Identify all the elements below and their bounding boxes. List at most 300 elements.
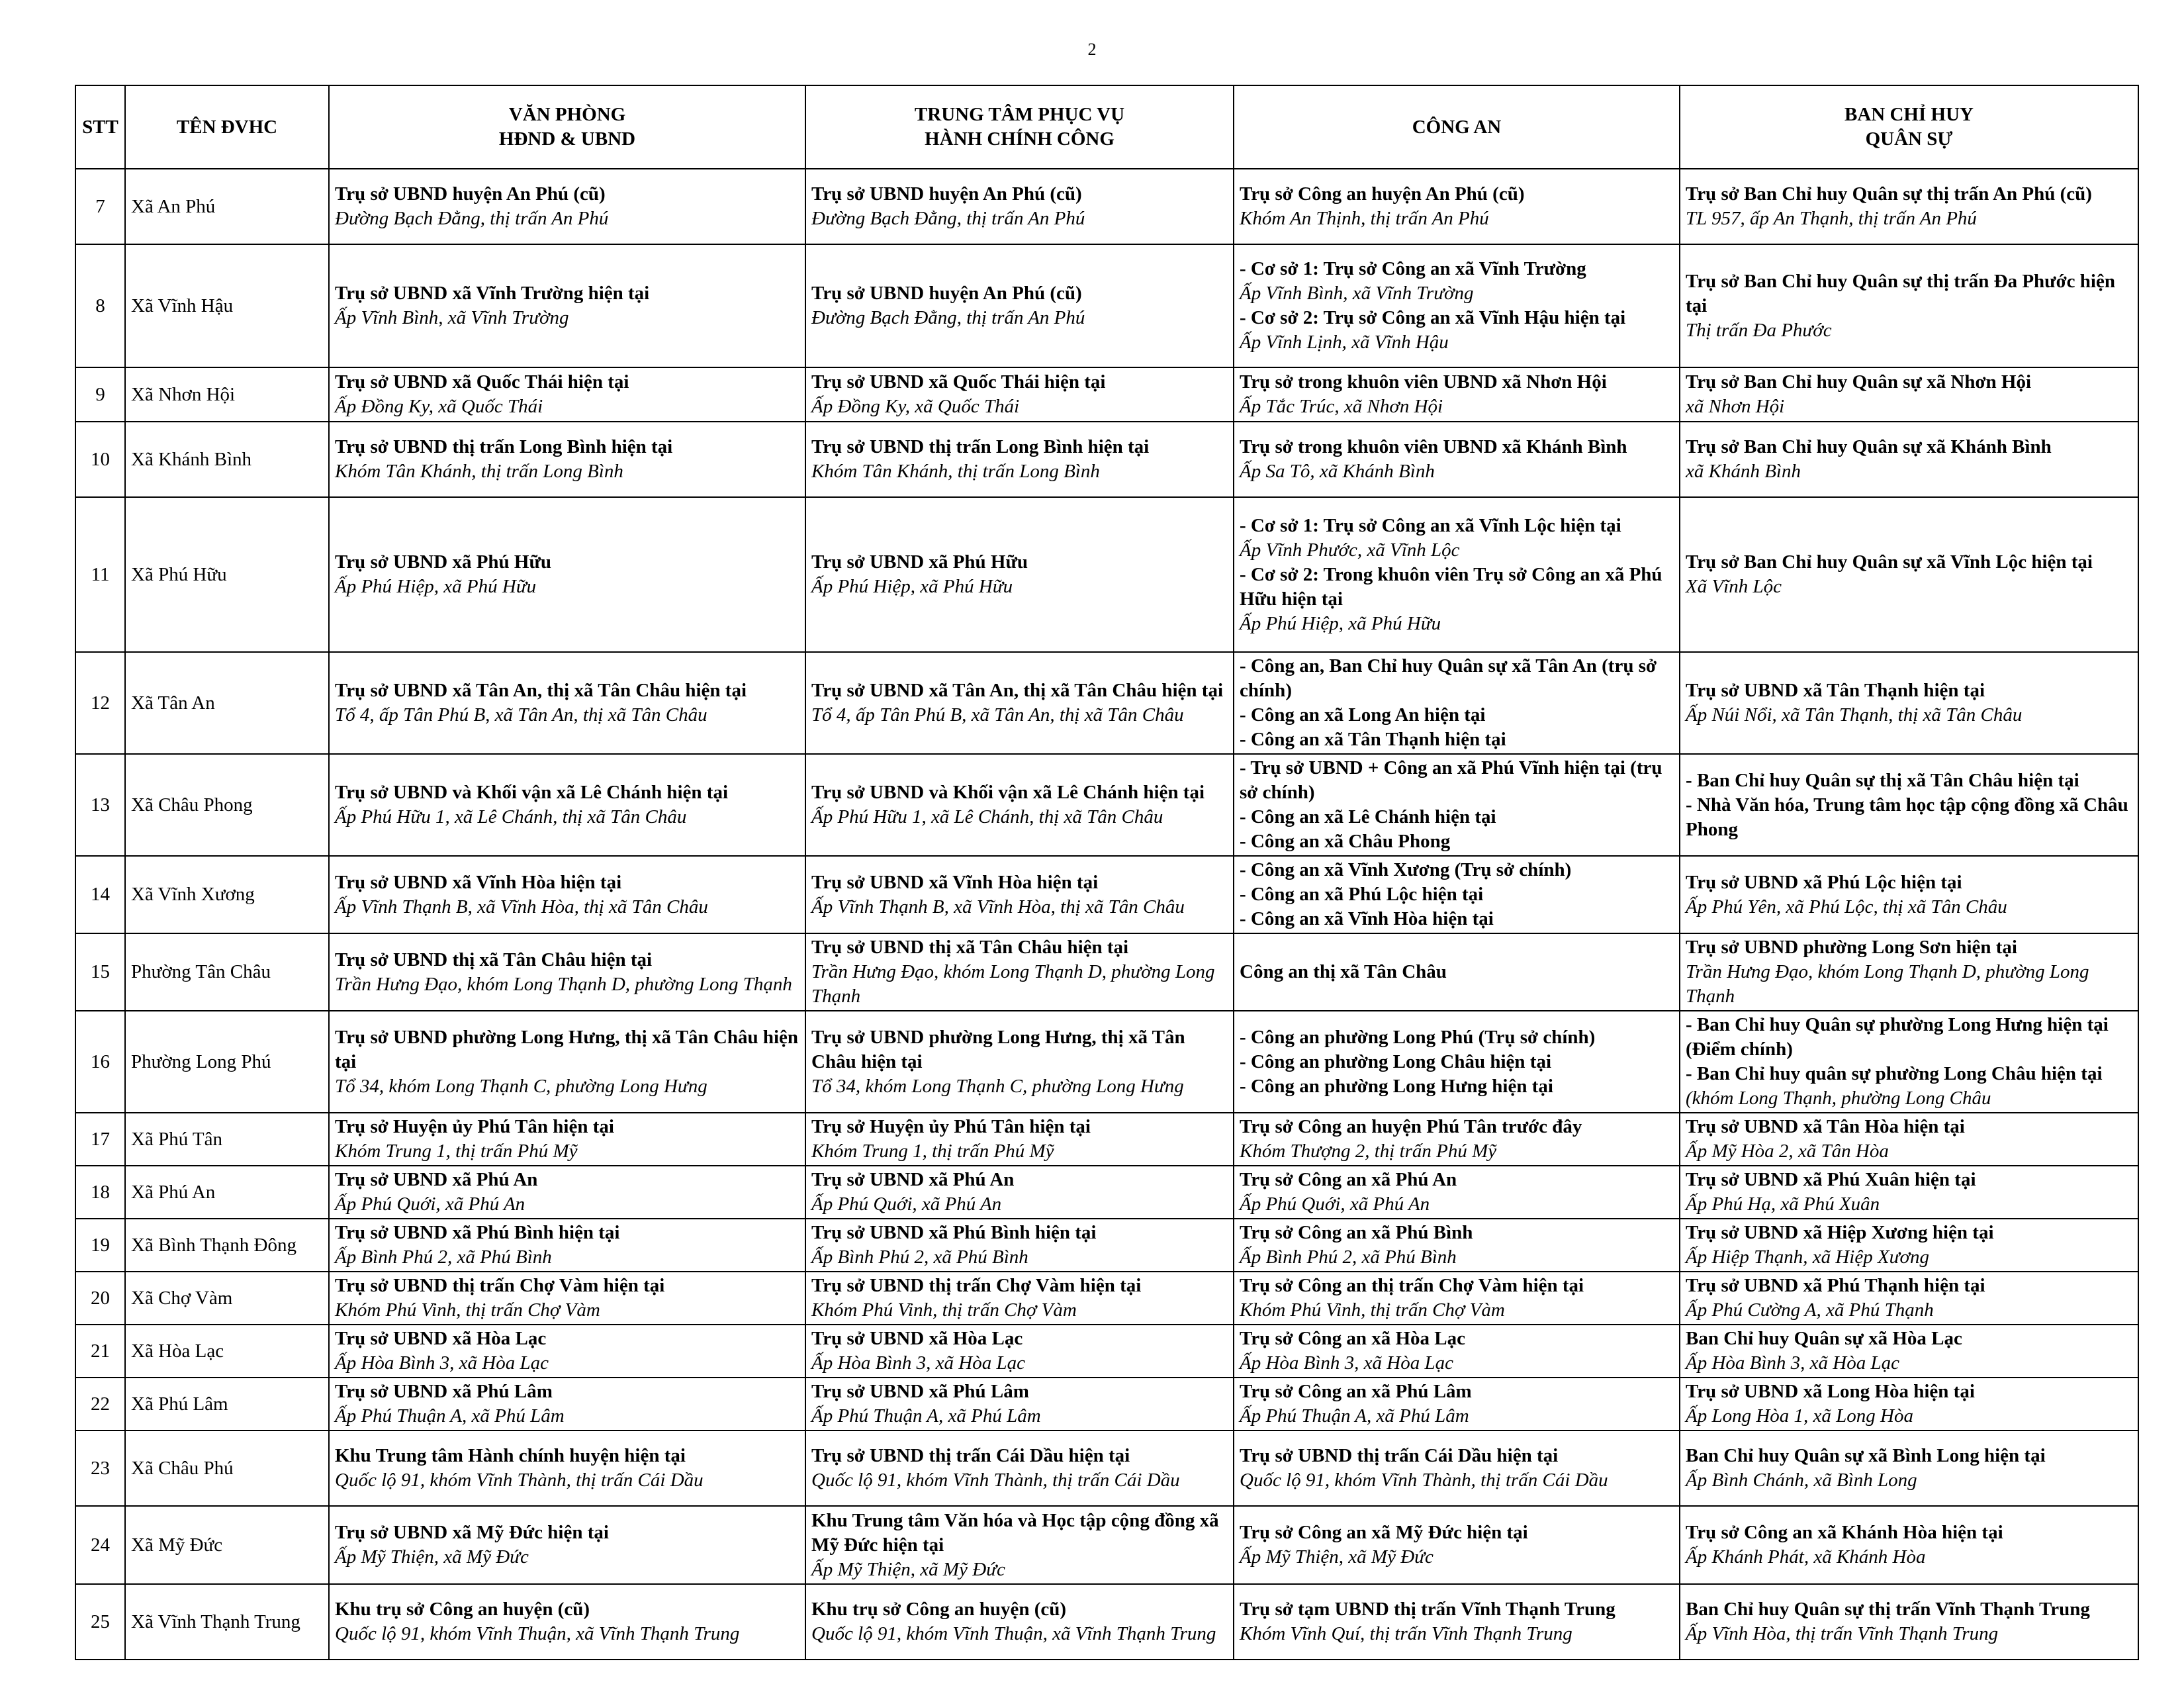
unit-name-cell: Xã Phú Hữu [125, 497, 329, 652]
unit-name-cell: Xã Phú Lâm [125, 1378, 329, 1430]
table-row [75, 652, 2138, 754]
cong-an-cell [1234, 754, 1680, 856]
location-line: Trụ sở trong khuôn viên UBND xã Nhơn Hội [1240, 371, 1607, 393]
location-line: Trụ sở UBND xã Quốc Thái hiện tại [811, 371, 1106, 393]
quan-su-cell [1680, 1430, 2138, 1506]
address-line: Ấp Vĩnh Bình, xã Vĩnh Trường [335, 307, 569, 328]
address-line: Ấp Phú Hiệp, xã Phú Hữu [1240, 612, 1441, 634]
location-line: Trụ sở UBND thị trấn Chợ Vàm hiện tại [811, 1275, 1142, 1296]
location-line: - Công an xã Tân Thạnh hiện tại [1240, 729, 1506, 750]
location-line: Trụ sở UBND xã Phú Lộc hiện tại [1686, 871, 1962, 893]
address-line: Ấp Phú Quới, xã Phú An [811, 1194, 1002, 1215]
table-row [75, 1378, 2138, 1430]
van-phong-cell [329, 244, 805, 367]
location-line: Trụ sở UBND xã Phú Thạnh hiện tại [1686, 1275, 1985, 1296]
address-line: Quốc lộ 91, khóm Vĩnh Thành, thị trấn Cái Dầu [1240, 1470, 1608, 1491]
trung-tam-cell [805, 1166, 1234, 1219]
location-line: - Công an phường Long Hưng hiện tại [1240, 1075, 1553, 1097]
trung-tam-cell [805, 1584, 1234, 1660]
table-row [75, 1219, 2138, 1272]
address-line: Khóm Tân Khánh, thị trấn Long Bình [335, 461, 623, 482]
address-line: Ấp Phú Hiệp, xã Phú Hữu [335, 576, 537, 597]
address-line: Ấp Bình Phú 2, xã Phú Bình [811, 1246, 1028, 1268]
quan-su-cell [1680, 169, 2138, 244]
van-phong-cell [329, 497, 805, 652]
location-line: Trụ sở UBND xã Phú An [335, 1169, 538, 1190]
address-line: Ấp Bình Chánh, xã Bình Long [1686, 1470, 1917, 1491]
location-line: - Ban Chỉ huy Quân sự thị xã Tân Châu hiện tại [1686, 769, 2079, 791]
unit-name-cell: Xã Bình Thạnh Đông [125, 1219, 329, 1272]
stt-cell: 12 [75, 652, 125, 754]
table-row [75, 244, 2138, 367]
stt-cell: 8 [75, 244, 125, 367]
address-line: Ấp Vĩnh Thạnh B, xã Vĩnh Hòa, thị xã Tân Châu [811, 896, 1185, 917]
van-phong-cell [329, 1166, 805, 1219]
address-line: Ấp Hòa Bình 3, xã Hòa Lạc [335, 1352, 549, 1374]
location-line: Trụ sở Ban Chỉ huy Quân sự xã Nhơn Hội [1686, 371, 2032, 393]
address-line: Ấp Phú Hữu 1, xã Lê Chánh, thị xã Tân Châu [811, 806, 1163, 827]
unit-name-cell: Xã Vĩnh Xương [125, 856, 329, 933]
location-line: Ban Chỉ huy Quân sự xã Hòa Lạc [1686, 1328, 1962, 1349]
location-line: Trụ sở UBND và Khối vận xã Lê Chánh hiện tại [811, 782, 1205, 803]
location-line: - Cơ sở 1: Trụ sở Công an xã Vĩnh Lộc hiện tại [1240, 514, 1621, 536]
quan-su-cell [1680, 1378, 2138, 1430]
trung-tam-cell [805, 754, 1234, 856]
cong-an-cell [1234, 652, 1680, 754]
location-line: Trụ sở UBND xã Phú Bình hiện tại [335, 1222, 620, 1243]
address-line: xã Khánh Bình [1686, 461, 1801, 482]
location-line: Trụ sở UBND xã Phú Lâm [811, 1381, 1029, 1402]
table-row [75, 1166, 2138, 1219]
location-line: Trụ sở UBND xã Phú Lâm [335, 1381, 553, 1402]
van-phong-cell [329, 856, 805, 933]
location-line: Trụ sở Công an xã Khánh Hòa hiện tại [1686, 1522, 2003, 1543]
header-quan-su: BAN CHỈ HUY QUÂN SỰ [1680, 85, 2138, 169]
stt-cell: 23 [75, 1430, 125, 1506]
van-phong-cell [329, 1219, 805, 1272]
trung-tam-cell [805, 1272, 1234, 1325]
unit-name-cell: Phường Long Phú [125, 1011, 329, 1113]
address-line: Quốc lộ 91, khóm Vĩnh Thuận, xã Vĩnh Thạnh Trung [811, 1623, 1216, 1644]
table-row [75, 1430, 2138, 1506]
trung-tam-cell [805, 169, 1234, 244]
unit-name-cell: Xã Vĩnh Hậu [125, 244, 329, 367]
cong-an-cell [1234, 1011, 1680, 1113]
address-line: xã Nhơn Hội [1686, 396, 1785, 417]
location-line: Ban Chỉ huy Quân sự xã Bình Long hiện tại [1686, 1445, 2046, 1466]
cong-an-cell [1234, 244, 1680, 367]
address-line: Trần Hưng Đạo, khóm Long Thạnh D, phường Long Thạnh [1686, 961, 2089, 1007]
van-phong-cell [329, 1011, 805, 1113]
offices-table [75, 85, 2139, 1660]
cong-an-cell [1234, 367, 1680, 422]
table-row [75, 422, 2138, 497]
trung-tam-cell [805, 933, 1234, 1011]
location-line: Trụ sở Ban Chỉ huy Quân sự xã Vĩnh Lộc hiện tại [1686, 551, 2093, 573]
address-line: Ấp Núi Nổi, xã Tân Thạnh, thị xã Tân Châu [1686, 704, 2023, 726]
van-phong-cell [329, 933, 805, 1011]
location-line: - Công an phường Long Châu hiện tại [1240, 1051, 1552, 1072]
cong-an-cell [1234, 856, 1680, 933]
address-line: Khóm An Thịnh, thị trấn An Phú [1240, 208, 1489, 229]
address-line: Khóm Phú Vinh, thị trấn Chợ Vàm [335, 1299, 600, 1321]
address-line: Ấp Vĩnh Hòa, thị trấn Vĩnh Thạnh Trung [1686, 1623, 1999, 1644]
location-line: Trụ sở trong khuôn viên UBND xã Khánh Bình [1240, 436, 1627, 457]
van-phong-cell [329, 1430, 805, 1506]
cong-an-cell [1234, 1584, 1680, 1660]
location-line: - Cơ sở 2: Trong khuôn viên Trụ sở Công an xã Phú Hữu hiện tại [1240, 563, 1662, 610]
address-line: Ấp Tắc Trúc, xã Nhơn Hội [1240, 396, 1443, 417]
stt-cell: 20 [75, 1272, 125, 1325]
quan-su-cell [1680, 244, 2138, 367]
van-phong-cell [329, 754, 805, 856]
quan-su-cell [1680, 1506, 2138, 1584]
table-row [75, 1325, 2138, 1378]
address-line: Ấp Phú Cường A, xã Phú Thạnh [1686, 1299, 1934, 1321]
address-line: Ấp Khánh Phát, xã Khánh Hòa [1686, 1546, 1926, 1568]
location-line: Trụ sở Công an xã Phú Bình [1240, 1222, 1473, 1243]
table-row [75, 1011, 2138, 1113]
location-line: - Công an xã Vĩnh Hòa hiện tại [1240, 908, 1494, 929]
stt-cell: 16 [75, 1011, 125, 1113]
unit-name-cell: Xã Tân An [125, 652, 329, 754]
cong-an-cell [1234, 1166, 1680, 1219]
location-line: Trụ sở UBND thị trấn Long Bình hiện tại [811, 436, 1150, 457]
stt-cell: 18 [75, 1166, 125, 1219]
location-line: Trụ sở Công an xã Phú An [1240, 1169, 1457, 1190]
location-line: Trụ sở Công an huyện Phú Tân trước đây [1240, 1116, 1582, 1137]
trung-tam-cell [805, 1430, 1234, 1506]
location-line: - Cơ sở 1: Trụ sở Công an xã Vĩnh Trường [1240, 258, 1586, 279]
table-row [75, 497, 2138, 652]
stt-cell: 17 [75, 1113, 125, 1166]
quan-su-cell [1680, 497, 2138, 652]
table-row [75, 1506, 2138, 1584]
table-row [75, 856, 2138, 933]
cong-an-cell [1234, 1430, 1680, 1506]
address-line: Ấp Bình Phú 2, xã Phú Bình [1240, 1246, 1457, 1268]
location-line: Trụ sở UBND xã Tân An, thị xã Tân Châu hiện tại [811, 680, 1224, 701]
table-row [75, 1113, 2138, 1166]
location-line: Trụ sở Huyện ủy Phú Tân hiện tại [811, 1116, 1091, 1137]
location-line: - Công an xã Lê Chánh hiện tại [1240, 806, 1496, 827]
location-line: Trụ sở UBND thị trấn Chợ Vàm hiện tại [335, 1275, 665, 1296]
address-line: Ấp Sa Tô, xã Khánh Bình [1240, 461, 1435, 482]
location-line: - Công an xã Phú Lộc hiện tại [1240, 884, 1484, 905]
address-line: Ấp Mỹ Thiện, xã Mỹ Đức [1240, 1546, 1433, 1568]
location-line: Công an thị xã Tân Châu [1240, 961, 1447, 982]
location-line: Trụ sở Công an huyện An Phú (cũ) [1240, 183, 1525, 205]
trung-tam-cell [805, 856, 1234, 933]
address-line: Trần Hưng Đạo, khóm Long Thạnh D, phường Long Thạnh [335, 973, 792, 995]
address-line: Trần Hưng Đạo, khóm Long Thạnh D, phường Long Thạnh [811, 961, 1215, 1007]
trung-tam-cell [805, 1378, 1234, 1430]
van-phong-cell [329, 652, 805, 754]
quan-su-cell [1680, 1011, 2138, 1113]
address-line: Ấp Hiệp Thạnh, xã Hiệp Xương [1686, 1246, 1929, 1268]
table-row [75, 1272, 2138, 1325]
cong-an-cell [1234, 1378, 1680, 1430]
stt-cell: 21 [75, 1325, 125, 1378]
page-number: 2 [1087, 40, 1097, 59]
quan-su-cell [1680, 933, 2138, 1011]
unit-name-cell: Xã Vĩnh Thạnh Trung [125, 1584, 329, 1660]
location-line: Trụ sở Công an thị trấn Chợ Vàm hiện tại [1240, 1275, 1584, 1296]
van-phong-cell [329, 1325, 805, 1378]
unit-name-cell: Xã Mỹ Đức [125, 1506, 329, 1584]
unit-name-cell: Xã Phú Tân [125, 1113, 329, 1166]
quan-su-cell [1680, 1219, 2138, 1272]
address-line: Ấp Hòa Bình 3, xã Hòa Lạc [1240, 1352, 1453, 1374]
header-stt: STT [75, 85, 125, 169]
location-line: Trụ sở UBND và Khối vận xã Lê Chánh hiện tại [335, 782, 729, 803]
quan-su-cell [1680, 1113, 2138, 1166]
address-line: Đường Bạch Đằng, thị trấn An Phú [811, 208, 1085, 229]
quan-su-cell [1680, 422, 2138, 497]
unit-name-cell: Xã An Phú [125, 169, 329, 244]
trung-tam-cell [805, 244, 1234, 367]
stt-cell: 7 [75, 169, 125, 244]
location-line: Trụ sở UBND phường Long Hưng, thị xã Tân Châu hiện tại [335, 1026, 799, 1072]
location-line: Trụ sở UBND huyện An Phú (cũ) [335, 183, 606, 205]
table-row [75, 754, 2138, 856]
unit-name-cell: Xã Châu Phú [125, 1430, 329, 1506]
quan-su-cell [1680, 367, 2138, 422]
location-line: Trụ sở UBND thị trấn Long Bình hiện tại [335, 436, 673, 457]
address-line: Thị trấn Đa Phước [1686, 319, 1832, 341]
location-line: Trụ sở UBND phường Long Sơn hiện tại [1686, 937, 2017, 958]
address-line: Khóm Tân Khánh, thị trấn Long Bình [811, 461, 1100, 482]
address-line: Ấp Phú Thuận A, xã Phú Lâm [1240, 1405, 1469, 1427]
location-line: Trụ sở UBND xã Tân Hòa hiện tại [1686, 1116, 1965, 1137]
header-ten-dvhc: TÊN ĐVHC [125, 85, 329, 169]
cong-an-cell [1234, 1272, 1680, 1325]
header-row [75, 85, 2138, 169]
location-line: - Ban Chỉ huy quân sự phường Long Châu hiện tại [1686, 1063, 2103, 1084]
location-line: Trụ sở UBND huyện An Phú (cũ) [811, 283, 1082, 304]
location-line: - Công an xã Châu Phong [1240, 831, 1451, 852]
trung-tam-cell [805, 1113, 1234, 1166]
address-line: Ấp Mỹ Thiện, xã Mỹ Đức [811, 1558, 1005, 1580]
location-line: Trụ sở UBND xã Long Hòa hiện tại [1686, 1381, 1975, 1402]
van-phong-cell [329, 1272, 805, 1325]
location-line: Trụ sở tạm UBND thị trấn Vĩnh Thạnh Trung [1240, 1599, 1615, 1620]
unit-name-cell: Xã Phú An [125, 1166, 329, 1219]
stt-cell: 24 [75, 1506, 125, 1584]
location-line: Trụ sở UBND xã Hòa Lạc [811, 1328, 1023, 1349]
address-line: TL 957, ấp An Thạnh, thị trấn An Phú [1686, 208, 1977, 229]
address-line: Tổ 4, ấp Tân Phú B, xã Tân An, thị xã Tân Châu [811, 704, 1184, 726]
quan-su-cell [1680, 1584, 2138, 1660]
address-line: Ấp Vĩnh Phước, xã Vĩnh Lộc [1240, 539, 1460, 561]
quan-su-cell [1680, 652, 2138, 754]
location-line: Trụ sở UBND xã Phú Hữu [335, 551, 552, 573]
location-line: Trụ sở UBND thị trấn Cái Dầu hiện tại [1240, 1445, 1559, 1466]
van-phong-cell [329, 1378, 805, 1430]
van-phong-cell [329, 1113, 805, 1166]
trung-tam-cell [805, 422, 1234, 497]
stt-cell: 10 [75, 422, 125, 497]
location-line: - Trụ sở UBND + Công an xã Phú Vĩnh hiện tại (trụ sở chính) [1240, 757, 1662, 803]
trung-tam-cell [805, 367, 1234, 422]
address-line: Khóm Phú Vinh, thị trấn Chợ Vàm [811, 1299, 1077, 1321]
location-line: Khu Trung tâm Hành chính huyện hiện tại [335, 1445, 686, 1466]
stt-cell: 19 [75, 1219, 125, 1272]
unit-name-cell: Xã Nhơn Hội [125, 367, 329, 422]
table-body [75, 169, 2138, 1660]
unit-name-cell: Xã Chợ Vàm [125, 1272, 329, 1325]
location-line: Trụ sở UBND xã Mỹ Đức hiện tại [335, 1522, 609, 1543]
quan-su-cell [1680, 856, 2138, 933]
location-line: Trụ sở UBND thị xã Tân Châu hiện tại [811, 937, 1129, 958]
address-line: Khóm Thượng 2, thị trấn Phú Mỹ [1240, 1141, 1497, 1162]
trung-tam-cell [805, 1506, 1234, 1584]
trung-tam-cell [805, 1219, 1234, 1272]
address-line: Tổ 34, khóm Long Thạnh C, phường Long Hưng [811, 1075, 1184, 1097]
location-line: - Công an xã Vĩnh Xương (Trụ sở chính) [1240, 859, 1572, 880]
quan-su-cell [1680, 1166, 2138, 1219]
unit-name-cell: Xã Hòa Lạc [125, 1325, 329, 1378]
van-phong-cell [329, 1506, 805, 1584]
location-line: Trụ sở Huyện ủy Phú Tân hiện tại [335, 1116, 614, 1137]
quan-su-cell [1680, 1325, 2138, 1378]
location-line: Trụ sở UBND xã Vĩnh Hòa hiện tại [335, 871, 622, 893]
table-row [75, 169, 2138, 244]
trung-tam-cell [805, 1325, 1234, 1378]
location-line: Trụ sở UBND xã Quốc Thái hiện tại [335, 371, 629, 393]
van-phong-cell [329, 367, 805, 422]
location-line: Khu trụ sở Công an huyện (cũ) [335, 1599, 590, 1620]
location-line: Trụ sở Công an xã Mỹ Đức hiện tại [1240, 1522, 1528, 1543]
address-line: Ấp Đồng Ky, xã Quốc Thái [811, 396, 1020, 417]
stt-cell: 13 [75, 754, 125, 856]
address-line: Khóm Trung 1, thị trấn Phú Mỹ [335, 1141, 578, 1162]
address-line: Ấp Vĩnh Thạnh B, xã Vĩnh Hòa, thị xã Tân Châu [335, 896, 708, 917]
location-line: Trụ sở UBND thị trấn Cái Dầu hiện tại [811, 1445, 1130, 1466]
location-line: Khu Trung tâm Văn hóa và Học tập cộng đồng xã Mỹ Đức hiện tại [811, 1509, 1219, 1556]
cong-an-cell [1234, 169, 1680, 244]
van-phong-cell [329, 169, 805, 244]
header-trung-tam: TRUNG TÂM PHỤC VỤ HÀNH CHÍNH CÔNG [805, 85, 1234, 169]
address-line: Ấp Mỹ Thiện, xã Mỹ Đức [335, 1546, 529, 1568]
location-line: Trụ sở UBND xã Vĩnh Trường hiện tại [335, 283, 650, 304]
address-line: Ấp Hòa Bình 3, xã Hòa Lạc [811, 1352, 1025, 1374]
address-line: Tổ 34, khóm Long Thạnh C, phường Long Hưng [335, 1075, 707, 1097]
address-line: Đường Bạch Đằng, thị trấn An Phú [335, 208, 609, 229]
stt-cell: 22 [75, 1378, 125, 1430]
trung-tam-cell [805, 652, 1234, 754]
stt-cell: 9 [75, 367, 125, 422]
location-line: Trụ sở UBND thị xã Tân Châu hiện tại [335, 949, 653, 970]
address-line: Quốc lộ 91, khóm Vĩnh Thành, thị trấn Cái Dầu [335, 1470, 704, 1491]
location-line: Trụ sở UBND xã Hiệp Xương hiện tại [1686, 1222, 1994, 1243]
cong-an-cell [1234, 1219, 1680, 1272]
address-line: Quốc lộ 91, khóm Vĩnh Thành, thị trấn Cái Dầu [811, 1470, 1180, 1491]
cong-an-cell [1234, 497, 1680, 652]
location-line: - Công an xã Long An hiện tại [1240, 704, 1486, 726]
stt-cell: 25 [75, 1584, 125, 1660]
cong-an-cell [1234, 1113, 1680, 1166]
location-line: - Nhà Văn hóa, Trung tâm học tập cộng đồng xã Châu Phong [1686, 794, 2128, 840]
stt-cell: 14 [75, 856, 125, 933]
table-row [75, 1584, 2138, 1660]
address-line: Ấp Phú Hạ, xã Phú Xuân [1686, 1194, 1880, 1215]
address-line: Ấp Phú Hiệp, xã Phú Hữu [811, 576, 1013, 597]
cong-an-cell [1234, 422, 1680, 497]
location-line: Trụ sở Ban Chỉ huy Quân sự thị trấn Đa Phước hiện tại [1686, 270, 2115, 316]
address-line: Ấp Vĩnh Bình, xã Vĩnh Trường [1240, 283, 1474, 304]
location-line: - Công an phường Long Phú (Trụ sở chính) [1240, 1026, 1596, 1048]
table-row [75, 367, 2138, 422]
cong-an-cell [1234, 1506, 1680, 1584]
address-line: Ấp Long Hòa 1, xã Long Hòa [1686, 1405, 1913, 1427]
van-phong-cell [329, 422, 805, 497]
location-line: - Cơ sở 2: Trụ sở Công an xã Vĩnh Hậu hiện tại [1240, 307, 1626, 328]
location-line: Trụ sở UBND xã Tân An, thị xã Tân Châu hiện tại [335, 680, 747, 701]
address-line: Ấp Vĩnh Lịnh, xã Vĩnh Hậu [1240, 332, 1449, 353]
address-line: Ấp Phú Yên, xã Phú Lộc, thị xã Tân Châu [1686, 896, 2007, 917]
location-line: Trụ sở UBND xã Phú Bình hiện tại [811, 1222, 1097, 1243]
address-line: (khóm Long Thạnh, phường Long Châu [1686, 1088, 1991, 1109]
location-line: Ban Chỉ huy Quân sự thị trấn Vĩnh Thạnh Trung [1686, 1599, 2090, 1620]
address-line: Ấp Phú Thuận A, xã Phú Lâm [811, 1405, 1041, 1427]
address-line: Đường Bạch Đằng, thị trấn An Phú [811, 307, 1085, 328]
location-line: Trụ sở UBND xã Hòa Lạc [335, 1328, 547, 1349]
location-line: - Ban Chỉ huy Quân sự phường Long Hưng hiện tại (Điểm chính) [1686, 1014, 2109, 1060]
header-van-phong: VĂN PHÒNG HĐND & UBND [329, 85, 805, 169]
unit-name-cell: Xã Khánh Bình [125, 422, 329, 497]
location-line: Trụ sở UBND huyện An Phú (cũ) [811, 183, 1082, 205]
quan-su-cell [1680, 1272, 2138, 1325]
trung-tam-cell [805, 1011, 1234, 1113]
location-line: Trụ sở Công an xã Hòa Lạc [1240, 1328, 1466, 1349]
location-line: Trụ sở UBND xã Phú Xuân hiện tại [1686, 1169, 1976, 1190]
header-cong-an: CÔNG AN [1234, 85, 1680, 169]
table-row [75, 933, 2138, 1011]
location-line: Trụ sở UBND xã Tân Thạnh hiện tại [1686, 680, 1985, 701]
stt-cell: 15 [75, 933, 125, 1011]
unit-name-cell: Phường Tân Châu [125, 933, 329, 1011]
cong-an-cell [1234, 1325, 1680, 1378]
address-line: Ấp Bình Phú 2, xã Phú Bình [335, 1246, 552, 1268]
address-line: Ấp Hòa Bình 3, xã Hòa Lạc [1686, 1352, 1899, 1374]
unit-name-cell: Xã Châu Phong [125, 754, 329, 856]
address-line: Xã Vĩnh Lộc [1686, 576, 1782, 597]
location-line: Khu trụ sở Công an huyện (cũ) [811, 1599, 1067, 1620]
location-line: Trụ sở UBND xã Phú An [811, 1169, 1015, 1190]
van-phong-cell [329, 1584, 805, 1660]
address-line: Ấp Phú Thuận A, xã Phú Lâm [335, 1405, 565, 1427]
address-line: Ấp Đồng Ky, xã Quốc Thái [335, 396, 543, 417]
address-line: Ấp Phú Quới, xã Phú An [1240, 1194, 1430, 1215]
location-line: Trụ sở Ban Chỉ huy Quân sự thị trấn An Phú (cũ) [1686, 183, 2092, 205]
stt-cell: 11 [75, 497, 125, 652]
address-line: Ấp Phú Quới, xã Phú An [335, 1194, 525, 1215]
address-line: Tổ 4, ấp Tân Phú B, xã Tân An, thị xã Tân Châu [335, 704, 707, 726]
address-line: Khóm Vĩnh Quí, thị trấn Vĩnh Thạnh Trung [1240, 1623, 1572, 1644]
address-line: Quốc lộ 91, khóm Vĩnh Thuận, xã Vĩnh Thạnh Trung [335, 1623, 740, 1644]
cong-an-cell [1234, 933, 1680, 1011]
location-line: Trụ sở Ban Chỉ huy Quân sự xã Khánh Bình [1686, 436, 2052, 457]
location-line: Trụ sở UBND xã Phú Hữu [811, 551, 1028, 573]
location-line: - Công an, Ban Chỉ huy Quân sự xã Tân An (trụ sở chính) [1240, 655, 1657, 701]
location-line: Trụ sở UBND phường Long Hưng, thị xã Tân Châu hiện tại [811, 1026, 1185, 1072]
location-line: Trụ sở Công an xã Phú Lâm [1240, 1381, 1472, 1402]
address-line: Ấp Mỹ Hòa 2, xã Tân Hòa [1686, 1141, 1889, 1162]
address-line: Ấp Phú Hữu 1, xã Lê Chánh, thị xã Tân Châu [335, 806, 687, 827]
address-line: Khóm Phú Vinh, thị trấn Chợ Vàm [1240, 1299, 1505, 1321]
quan-su-cell [1680, 754, 2138, 856]
